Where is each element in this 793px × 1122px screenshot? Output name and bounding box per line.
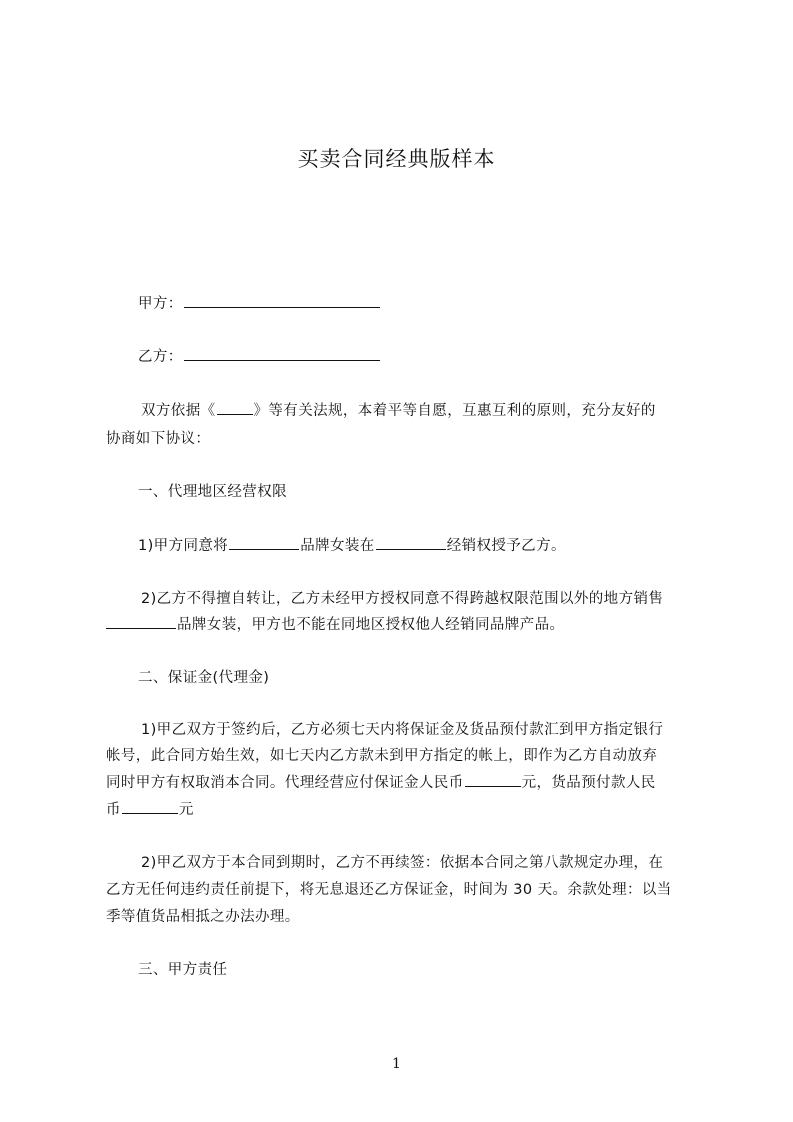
region-blank: [376, 536, 446, 550]
section-1-heading: 一、代理地区经营权限: [138, 484, 287, 500]
section-2-item-2-line-3: 季等值货品相抵之办法办理。: [106, 909, 300, 925]
party-a-line: [138, 292, 381, 313]
currency-text: 币: [106, 802, 121, 818]
intro-text-a: 双方依据《: [141, 403, 216, 419]
section-2-item-1-line-2: 帐号，此合同方始生效，如七天内乙方款未到甲方指定的帐上，即作为乙方自动放弃: [106, 748, 658, 764]
deposit-amount-blank: [465, 773, 521, 787]
party-b-label: 乙方：: [138, 349, 183, 365]
section-3-heading: 三、甲方责任: [138, 962, 228, 978]
party-a-label: 甲方：: [138, 296, 183, 312]
brand-blank: [229, 536, 299, 550]
law-name-blank: [217, 401, 253, 415]
item-1-text-b: 品牌女装在: [300, 538, 375, 554]
section-2-heading: 二、保证金(代理金): [138, 670, 270, 686]
section-1-item-1: [138, 534, 566, 555]
prepayment-amount-blank: [122, 800, 178, 814]
party-b-blank: [184, 347, 380, 361]
brand-blank-2: [106, 615, 176, 629]
item-2-text: 品牌女装，甲方也不能在同地区授权他人经销同品牌产品。: [177, 617, 565, 633]
section-2-item-1-line-4: [106, 798, 194, 819]
section-1-item-2-line-1: 2)乙方不得擅自转让，乙方未经甲方授权同意不得跨越权限范围以外的地方销售: [141, 591, 664, 607]
intro-line-2: 协商如下协议：: [106, 431, 211, 447]
item-1-text-c: 经销权授予乙方。: [446, 538, 566, 554]
intro-text-b: 》等有关法规，本着平等自愿，互惠互利的原则，充分友好的: [253, 403, 656, 419]
intro-line-1: [141, 399, 701, 420]
section-1-item-2-line-2: [106, 613, 564, 634]
section-2-item-2-line-1: 2)甲乙双方于本合同到期时，乙方不再续签：依据本合同之第八款规定办理，在: [141, 855, 664, 871]
yuan-text: 元: [178, 802, 194, 818]
section-2-item-1-line-3: [106, 771, 701, 792]
page-number: 1: [392, 1056, 401, 1072]
document-title: 买卖合同经典版样本: [297, 147, 496, 171]
section-2-item-1-line-1: 1)甲乙双方于签约后，乙方必须七天内将保证金及货品预付款汇到甲方指定银行: [141, 722, 664, 738]
party-b-line: [138, 345, 381, 366]
section-2-item-2-line-2: 乙方无任何违约责任前提下，将无息退还乙方保证金，时间为 30 天。余款处理：以当: [106, 882, 672, 898]
prepayment-text: 元，货品预付款人民: [521, 775, 656, 791]
party-a-blank: [184, 294, 380, 308]
item-1-text-a: 1)甲方同意将: [138, 538, 229, 554]
deposit-text: 同时甲方有权取消本合同。代理经营应付保证金人民币: [106, 775, 464, 791]
